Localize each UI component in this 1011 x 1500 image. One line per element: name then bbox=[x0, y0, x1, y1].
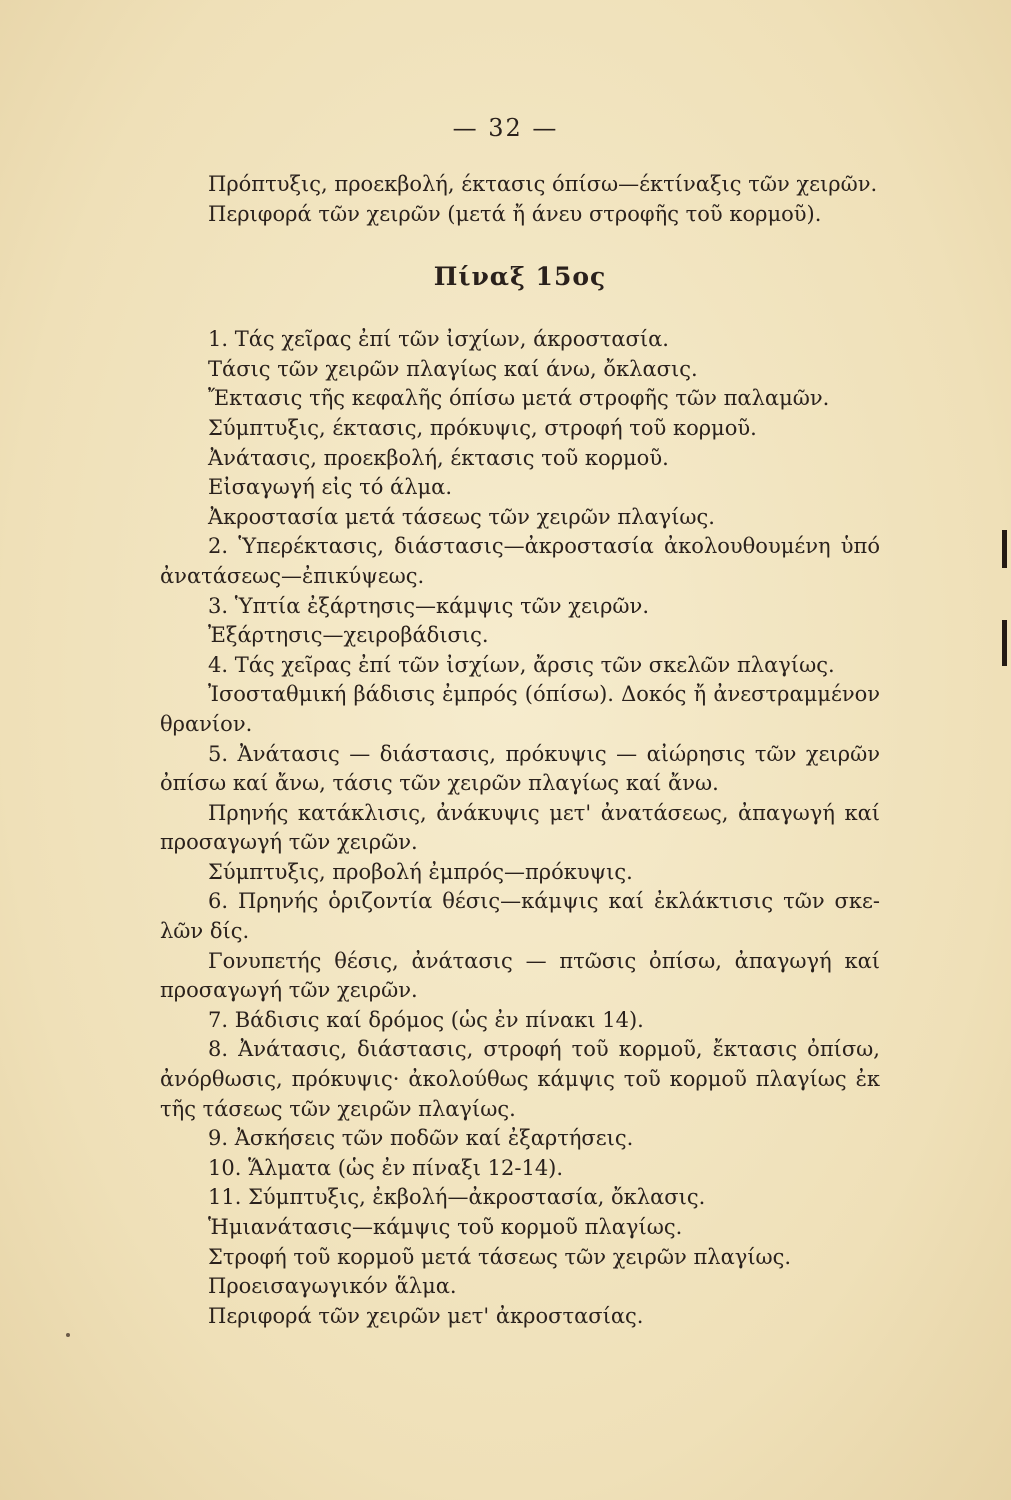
text-line: τῆς τάσεως τῶν χειρῶν πλαγίως. bbox=[160, 1096, 516, 1121]
main-text bbox=[160, 170, 880, 1331]
text-line: Γονυπετής θέσις, ἀνάτασις — πτῶσις ὀπίσω, ἀπαγωγή καί bbox=[208, 948, 880, 973]
text-line: 2. Ὑπερέκτασις, διάστασις—ἀκροστασία ἀκολουθουμένη ὑπό bbox=[208, 534, 880, 559]
page-number: — 32 — bbox=[452, 114, 559, 142]
text-line: 9. Ἀσκήσεις τῶν ποδῶν καί ἐξαρτήσεις. bbox=[208, 1126, 634, 1151]
text-line: Εἰσαγωγή εἰς τό άλμα. bbox=[208, 475, 453, 500]
text-line: Πρόπτυξις, προεκβολή, έκτασις όπίσω—έκτίναξις τῶν χειρῶν. bbox=[208, 172, 878, 196]
text-line: Ἡμιανάτασις—κάμψις τοῦ κορμοῦ πλαγίως. bbox=[208, 1215, 683, 1239]
text-line: ὀπίσω καί ἄνω, τάσις τῶν χειρῶν πλαγίως καί ἄνω. bbox=[160, 771, 719, 796]
page-edge-mark bbox=[1002, 620, 1007, 666]
text-line: Περιφορά τῶν χειρῶν (μετά ἤ άνευ στροφῆς τοῦ κορμοῦ). bbox=[208, 201, 822, 226]
text-line: προσαγωγή τῶν χειρῶν. bbox=[160, 830, 418, 855]
text-line: Πρηνής κατάκλισις, ἀνάκυψις μετ' ἀνατάσεως, ἀπαγωγή καί bbox=[208, 800, 880, 825]
text-line: 1. Τάς χεῖρας ἐπί τῶν ἰσχίων, άκροστασία. bbox=[208, 327, 669, 352]
text-line: θρανίον. bbox=[160, 711, 253, 736]
text-line: Ἐξάρτησις—χειροβάδισις. bbox=[208, 623, 489, 648]
table-heading: Πίναξ 15ος bbox=[433, 262, 607, 292]
page-edge-mark bbox=[1002, 530, 1007, 568]
text-line: Ἀκροστασία μετά τάσεως τῶν χειρῶν πλαγίως. bbox=[208, 504, 715, 529]
text-line: ἀνόρθωσις, πρόκυψις· ἀκολούθως κάμψις τοῦ κορμοῦ πλαγίως ἐκ bbox=[160, 1067, 880, 1092]
text-line: Σύμπτυξις, προβολή ἐμπρός—πρόκυψις. bbox=[208, 859, 633, 884]
text-line: προσαγωγή τῶν χειρῶν. bbox=[160, 978, 418, 1003]
text-line: Περιφορά τῶν χειρῶν μετ' ἀκροστασίας. bbox=[208, 1303, 644, 1328]
text-line: 5. Ἀνάτασις — διάστασις, πρόκυψις — αἰώρησις τῶν χειρῶν bbox=[208, 741, 880, 766]
text-line: Τάσις τῶν χειρῶν πλαγίως καί άνω, ὄκλασις. bbox=[208, 356, 698, 381]
text-line: Στροφή τοῦ κορμοῦ μετά τάσεως τῶν χειρῶν πλαγίως. bbox=[208, 1244, 792, 1269]
paper-speck bbox=[66, 1333, 70, 1337]
text-line: Σύμπτυξις, έκτασις, πρόκυψις, στροφή τοῦ κορμοῦ. bbox=[208, 415, 757, 440]
text-line: ἀνατάσεως—ἐπικύψεως. bbox=[160, 563, 425, 588]
text-line: 10. Ἅλματα (ὡς ἐν πίναξι 12-14). bbox=[208, 1155, 564, 1180]
text-line: 3. Ὑπτία ἐξάρτησις—κάμψις τῶν χειρῶν. bbox=[208, 593, 649, 618]
text-line: 6. Πρηνής ὁριζοντία θέσις—κάμψις καί ἐκλάκτισις τῶν σκε- bbox=[208, 889, 880, 914]
text-line: Ἰσοσταθμική βάδισις ἐμπρός (όπίσω). Δοκός ἤ ἀνεστραμμένον bbox=[208, 682, 880, 707]
text-line: Προεισαγωγικόν ἅλμα. bbox=[208, 1274, 457, 1299]
text-line: 4. Τάς χεῖρας ἐπί τῶν ἰσχίων, ἄρσις τῶν σκελῶν πλαγίως. bbox=[208, 652, 835, 677]
text-line: Ἔκτασις τῆς κεφαλῆς όπίσω μετά στροφῆς τῶν παλαμῶν. bbox=[208, 386, 830, 411]
text-line: λῶν δίς. bbox=[160, 919, 250, 944]
text-line: Ἀνάτασις, προεκβολή, έκτασις τοῦ κορμοῦ. bbox=[208, 445, 669, 470]
text-line: 11. Σύμπτυξις, ἐκβολή—ἀκροστασία, ὄκλασις. bbox=[208, 1185, 706, 1210]
text-line: 7. Βάδισις καί δρόμος (ὡς ἐν πίνακι 14). bbox=[208, 1007, 644, 1032]
text-line: 8. Ἀνάτασις, διάστασις, στροφή τοῦ κορμοῦ, ἔκτασις ὀπίσω, bbox=[208, 1037, 880, 1062]
